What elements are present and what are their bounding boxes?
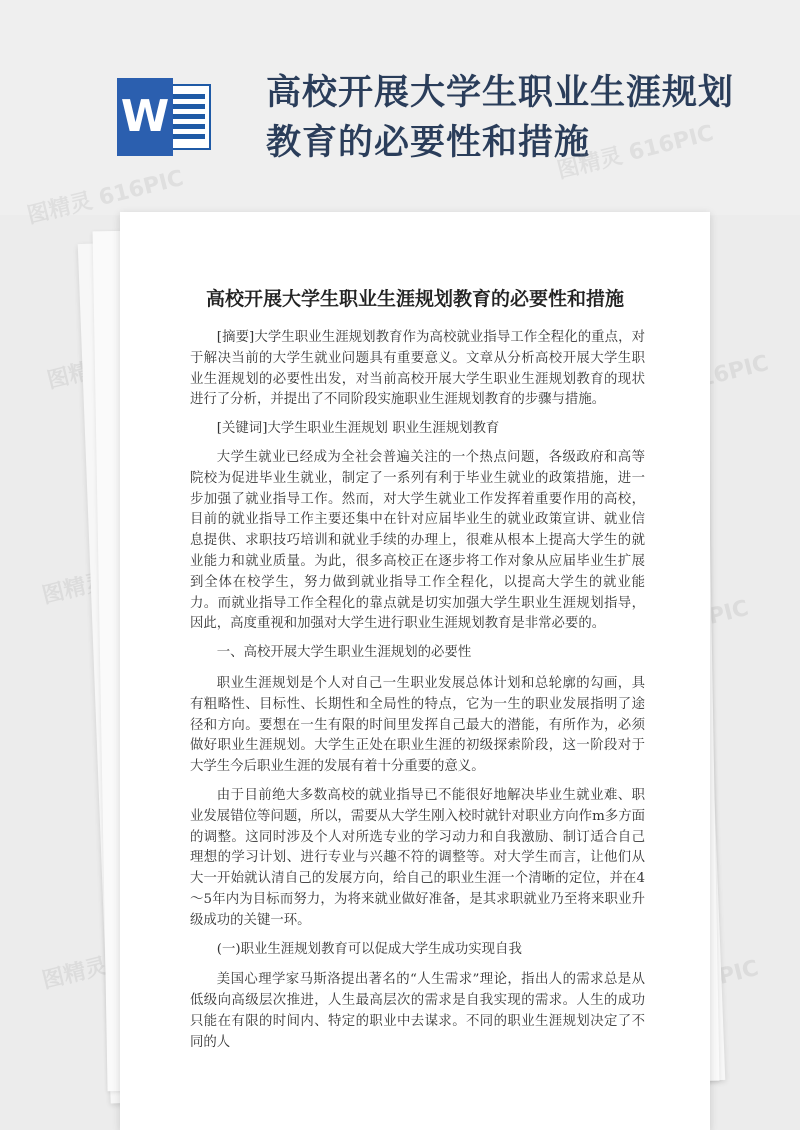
section-heading: 一、高校开展大学生职业生涯规划的必要性 [216,645,472,661]
watermark: 图精灵 [39,568,110,609]
word-document-icon [117,78,211,156]
watermark: 图精灵 [39,953,110,994]
document-title: 高校开展大学生职业生涯规划教育的必要性和措施 [205,288,624,310]
abstract-paragraph: [摘要]大学生职业生涯规划教育作为高校就业指导工作全程化的重点，对于解决当前的大学生就业问题具有重要意义。文章从分析高校开展大学生职业生涯规划的必要性出发，对当前高校开展大学生职业生涯规划教育的现状进行了分析，并提出了不同阶段实施职业生涯规划教育的步骤与措施。 [190,330,645,408]
page-title: 高校开展大学生职业生涯规划教育的必要性和措施 [266,73,735,163]
document-page [120,212,710,1130]
document-body [190,328,645,1062]
keywords-paragraph: [关键词]大学生职业生涯规划 职业生涯规划教育 [216,421,500,437]
body-paragraph: 美国心理学家马斯洛提出著名的“人生需求”理论，指出人的需求总是从低级向高级层次推进，人生最高层次的需求是自我实现的需求。人生的成功只能在有限的时间内、特定的职业中去谋求。不同的职业生涯规划决定了不同的人 [190,972,645,1050]
word-badge-icon: W [117,78,173,156]
header-banner [0,0,800,215]
watermark: 图精灵 [44,353,115,394]
watermark: 616PIC [681,350,772,397]
body-paragraph: 由于目前绝大多数高校的就业指导已不能很好地解决毕业生就业难、职业发展错位等问题，所以，需要从大学生刚入校时就针对职业方向作m多方面的调整。这同时涉及个人对所选专业的学习动力和自我激励、制订适合自己理想的学习计划、进行专业与兴趣不符的调整等。对大学生而言，让他们从大一开始就认清自己的发展方向，给自己的职业生涯一个清晰的定位，并在4～5年内为目标而努力，为将来就业做好准备，是其求职就业乃至将来职业升级成功的关键一环。 [190,787,645,928]
subsection-heading: (一)职业生涯规划教育可以促成大学生成功实现自我 [216,941,522,957]
body-paragraph: 职业生涯规划是个人对自己一生职业发展总体计划和总轮廓的勾画，具有粗略性、目标性、长期性和全局性的特点，它为一生的职业发展指明了途径和方向。要想在一生有限的时间里发挥自己最大的潜能，有所作为，必须做好职业生涯规划。大学生正处在职业生涯的初级探索阶段，这一阶段对于大学生今后职业生涯的发展有着十分重要的意义。 [190,675,645,775]
body-paragraph: 大学生就业已经成为全社会普遍关注的一个热点问题，各级政府和高等院校为促进毕业生就业，制定了一系列有利于毕业生就业的政策措施，进一步加强了就业指导工作。然而，对大学生就业工作发挥着重要作用的高校，目前的就业指导工作主要还集中在针对应届毕业生的就业政策宣讲、就业信息提供、求职技巧培训和就业手续的办理上，很难从根本上提高大学生的就业能力和就业质量。为此，很多高校正在逐步将工作对象从应届毕业生扩展到全体在校学生，努力做到就业指导工作全程化，以提高大学生的就业能力。而就业指导工作全程化的靠点就是切实加强大学生职业生涯规划指导，因此，高度重视和加强对大学生进行职业生涯规划教育是非常必要的。 [190,449,645,632]
